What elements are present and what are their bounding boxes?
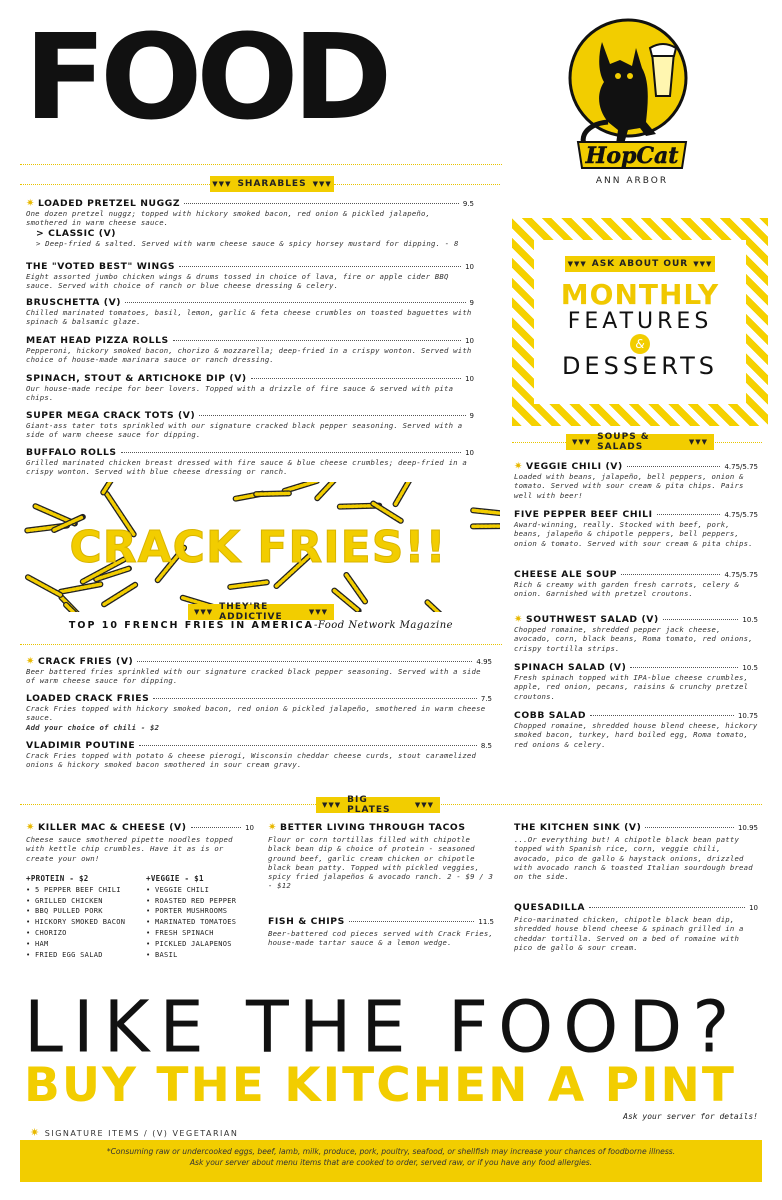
item-price: 7.5 — [480, 695, 492, 703]
item-name: VEGGIE CHILI (V) — [525, 461, 623, 472]
item-price: 9.5 — [462, 200, 474, 208]
item-price: 10 — [465, 449, 474, 457]
feature-features: FEATURES — [567, 309, 713, 334]
signature-star-icon: ✷ — [268, 822, 277, 833]
fry — [346, 575, 365, 601]
fry — [104, 585, 135, 604]
item-price: 10 — [465, 337, 474, 345]
item-price: 10.5 — [742, 664, 758, 672]
signature-star-icon: ✷ — [514, 461, 523, 472]
menu-item — [36, 228, 484, 248]
menu-item — [26, 693, 492, 732]
divider — [20, 644, 502, 645]
item-name: LOADED CRACK FRIES — [26, 693, 150, 704]
menu-item — [26, 335, 474, 365]
crack-fries-tagline: TOP 10 FRENCH FRIES IN AMERICA-Food Network Magazine — [68, 620, 454, 631]
item-description: Crack Fries topped with potato & cheese pierogi, Wisconsin cheddar cheese curds, stout caramelized onions & hickory smoked bacon smothered in sour cream gravy. — [26, 751, 477, 770]
menu-item — [26, 261, 474, 291]
item-name: COBB SALAD — [514, 710, 587, 721]
fry — [334, 591, 358, 611]
signature-star-icon: ✷ — [30, 1126, 41, 1139]
item-name: SPINACH, STOUT & ARTICHOKE DIP (V) — [26, 373, 247, 384]
item-description: Pepperoni, hickory smoked bacon, chorizo & mozzarella; deep-fried in a crispy wonton. Served with choice of house-made marinara sauce or ranch dressing. — [26, 346, 472, 365]
item-name: SUPER MEGA CRACK TOTS (V) — [26, 410, 196, 421]
item-description: One dozen pretzel nuggz; topped with hickory smoked bacon, red onion & pickled jalapeño, smothered in warm cheese sauce. — [26, 209, 431, 228]
ask-server-note: Ask your server for details! — [623, 1112, 758, 1121]
crack-fries-title: CRACK FRIES!! — [69, 522, 447, 573]
signature-star-icon: ✷ — [514, 614, 523, 625]
item-description: Crack Fries topped with hickory smoked bacon, red onion & pickled jalapeño, smothered in warm cheese sauce. — [26, 704, 486, 723]
item-description: Beer battered fries sprinkled with our signature cracked black pepper seasoning. Served with a side of warm cheese sauce for dipping. — [26, 667, 481, 686]
item-price: 9 — [469, 412, 474, 420]
item-description: Rich & creamy with garden fresh carrots, celery & onion. Garnished with pretzel croutons. — [514, 580, 740, 599]
divider — [334, 184, 500, 185]
item-description: Chilled marinated tomatoes, basil, lemon, garlic & feta cheese crumbles on toasted baguettes with spinach & balsamic glaze. — [26, 308, 472, 327]
addon-option: • CHORIZO — [26, 928, 67, 937]
item-price: 10.75 — [737, 712, 758, 720]
item-description: Grilled marinated chicken breast dressed with fire sauce & blue cheese crumbles; deep-fried in a crispy wonton. Served with blue cheese dressing or ranch. — [26, 458, 467, 477]
item-description: Fresh spinach topped with IPA-blue cheese crumbles, apple, red onion, pecans, raisins & crunchy pretzel croutons. — [514, 673, 749, 701]
logo-text: HopCat — [585, 143, 679, 169]
item-price: 8.5 — [480, 742, 492, 750]
item-description: Chopped romaine, shredded pepper jack cheese, avocado, corn, black beans, Roma tomato, red onions, crispy tortilla strips. — [514, 625, 753, 653]
item-name: CRACK FRIES (V) — [37, 656, 134, 667]
menu-item-fish: FISH & CHIPS 11.5 Beer-battered cod pieces served with Crack Fries, house-made tartar sauce & a lemon wedge. — [268, 916, 494, 948]
addon-option: • BASIL — [146, 950, 178, 959]
fry — [256, 493, 289, 494]
menu-item — [26, 373, 474, 403]
hopcat-logo — [562, 12, 702, 174]
menu-item-tacos: ✷ BETTER LIVING THROUGH TACOS Flour or corn tortillas filled with chipotle black bean dip & choice of protein - seasoned ground beef, garlic cream chicken or chipotle black bean patty. Topped with pickled veggies, spicy fried jalapeños & avocado ranch. 2 - $9 / 3 - $12 — [268, 822, 494, 891]
addon-option: • PORTER MUSHROOMS — [146, 907, 228, 916]
item-name: CHEESE ALE SOUP — [514, 569, 618, 580]
signature-star-icon: ✷ — [26, 822, 35, 833]
addon-option: • HAM — [26, 939, 49, 948]
location-label: ANN ARBOR — [595, 176, 669, 186]
item-name: BUFFALO ROLLS — [26, 447, 117, 458]
menu-item-quesadilla: QUESADILLA 10 Pico-marinated chicken, chipotle black bean dip, shredded house blend cheese & spinach grilled in a cheddar tortilla. Served on a bed of romaine with pico de gallo & sour cream. — [514, 902, 758, 952]
legend: ✷ SIGNATURE ITEMS / (V) VEGETARIAN — [30, 1126, 239, 1139]
item-price: 10 — [465, 375, 474, 383]
item-description: Giant-ass tater tots sprinkled with our signature cracked black pepper seasoning. Served with a side of warm cheese sauce for dipping. — [26, 421, 463, 440]
addon-option: • VEGGIE CHILI — [146, 885, 210, 894]
menu-item — [26, 740, 492, 770]
menu-item — [514, 509, 758, 548]
signature-star-icon: ✷ — [26, 198, 35, 209]
item-name: VLADIMIR POUTINE — [26, 740, 136, 751]
menu-item-kitchen-sink: THE KITCHEN SINK (V) 10.95 ...Or everything but! A chipotle black bean patty topped with Spanish rice, corn, veggie chili, avocado, pico de gallo & haystack onions, drizzled with avocado ranch & toasted Italian sourdough bread on the side. — [514, 822, 758, 882]
item-price: 10 — [465, 263, 474, 271]
item-name: > CLASSIC (V) — [36, 228, 117, 239]
allergy-disclaimer: *Consuming raw or undercooked eggs, beef, lamb, milk, produce, pork, poultry, seafood, or shellfish may increase your chances of foodborne illness. Ask your server about menu items that are cooked to order, served raw, or if you have any food allergies. — [20, 1140, 762, 1182]
section-banner-sharables: ▼▼▼ SHARABLES ▼▼▼ — [210, 176, 334, 192]
addon-option: • ROASTED RED PEPPER — [146, 896, 237, 905]
item-description: Loaded with beans, jalapeño, bell peppers, onion & tomato. Served with sour cream & pita chips. Pairs well with beer! — [514, 472, 744, 500]
item-name: LOADED PRETZEL NUGGZ — [37, 198, 181, 209]
item-description: Award-winning, really. Stocked with beef, pork, beans, jalapeño & chipotle peppers, bell peppers, onion & tomato. Served with sour cream & pita chips. — [514, 520, 753, 548]
item-name: FIVE PEPPER BEEF CHILI — [514, 509, 653, 520]
item-name: SOUTHWEST SALAD (V) — [525, 614, 659, 625]
addon-option: • MARINATED TOMATOES — [146, 918, 237, 927]
item-extra: Add your choice of chili - $2 — [26, 722, 160, 732]
item-name: THE "VOTED BEST" WINGS — [26, 261, 176, 272]
addon-option: • FRIED EGG SALAD — [26, 950, 103, 959]
addon-option: • HICKORY SMOKED BACON — [26, 918, 126, 927]
item-description: Chopped romaine, shredded house blend cheese, hickory smoked bacon, turkey, hard boiled egg, Roma tomato, red onions & celery. — [514, 721, 758, 749]
addon-option: • GRILLED CHICKEN — [26, 896, 103, 905]
menu-item — [514, 662, 758, 701]
item-price: 10.5 — [742, 616, 758, 624]
feature-ampersand: & — [630, 334, 650, 354]
page-title: FOOD — [24, 8, 387, 146]
like-the-food-heading: LIKE THE FOOD? — [24, 985, 740, 1069]
veggie-addons: +VEGGIE - $1 • VEGGIE CHILI • ROASTED RED PEPPER • PORTER MUSHROOMS • MARINATED TOMATOES • FRESH SPINACH • PICKLED JALAPENOS • BASIL — [146, 874, 258, 960]
item-description: > Deep-fried & salted. Served with warm cheese sauce & spicy horsey mustard for dipping. - 8 — [36, 239, 459, 248]
item-price: 4.95 — [476, 658, 492, 666]
menu-item — [514, 614, 758, 653]
menu-item — [26, 656, 492, 686]
item-name: SPINACH SALAD (V) — [514, 662, 627, 673]
item-description: Our house-made recipe for beer lovers. Topped with a drizzle of fire sauce & served with pita chips. — [26, 384, 454, 403]
feature-ask-label: ▼▼▼ ASK ABOUT OUR ▼▼▼ — [565, 256, 715, 272]
menu-item — [26, 198, 474, 228]
item-description: Eight assorted jumbo chicken wings & drums tossed in choice of lava, fire or apple cider BBQ sauce. Served with choice of ranch or blue cheese dressing & celery. — [26, 272, 449, 291]
signature-star-icon: ✷ — [26, 656, 35, 667]
protein-addons: +PROTEIN - $2 • 5 PEPPER BEEF CHILI • GRILLED CHICKEN • BBQ PULLED PORK • HICKORY SMOKED BACON • CHORIZO • HAM • FRIED EGG SALAD — [26, 874, 144, 960]
feature-monthly: MONTHLY — [560, 278, 720, 311]
divider — [20, 184, 210, 185]
item-price: 4.75/5.75 — [724, 511, 758, 519]
section-banner-soups: ▼▼▼ SOUPS & SALADS ▼▼▼ — [566, 434, 714, 450]
menu-item — [514, 569, 758, 599]
item-price: 4.75/5.75 — [724, 463, 758, 471]
feature-desserts: DESSERTS — [561, 352, 719, 380]
menu-item — [514, 461, 758, 500]
divider — [20, 164, 502, 165]
menu-item-mac: ✷ KILLER MAC & CHEESE (V) 10 Cheese sauce smothered pipette noodles topped with kettle chip crumbles. Have it as is or create your own! — [26, 822, 254, 863]
addon-option: • BBQ PULLED PORK — [26, 907, 103, 916]
item-name: MEAT HEAD PIZZA ROLLS — [26, 335, 169, 346]
item-price: 9 — [469, 299, 474, 307]
item-price: 4.75/5.75 — [724, 571, 758, 579]
menu-item — [26, 410, 474, 440]
addon-option: • PICKLED JALAPENOS — [146, 939, 232, 948]
menu-item — [26, 297, 474, 327]
section-banner-big-plates: ▼▼▼ BIG PLATES ▼▼▼ — [316, 797, 440, 813]
fry — [28, 577, 60, 595]
section-banner-addictive: ▼▼▼ THEY'RE ADDICTIVE ▼▼▼ — [188, 604, 334, 620]
addon-option: • 5 PEPPER BEEF CHILI — [26, 885, 121, 894]
menu-item — [26, 447, 474, 477]
menu-item — [514, 710, 758, 749]
item-name: BRUSCHETTA (V) — [26, 297, 122, 308]
addon-option: • FRESH SPINACH — [146, 928, 214, 937]
buy-kitchen-pint-heading: BUY THE KITCHEN A PINT — [24, 1058, 736, 1113]
monthly-features-box — [512, 218, 768, 426]
